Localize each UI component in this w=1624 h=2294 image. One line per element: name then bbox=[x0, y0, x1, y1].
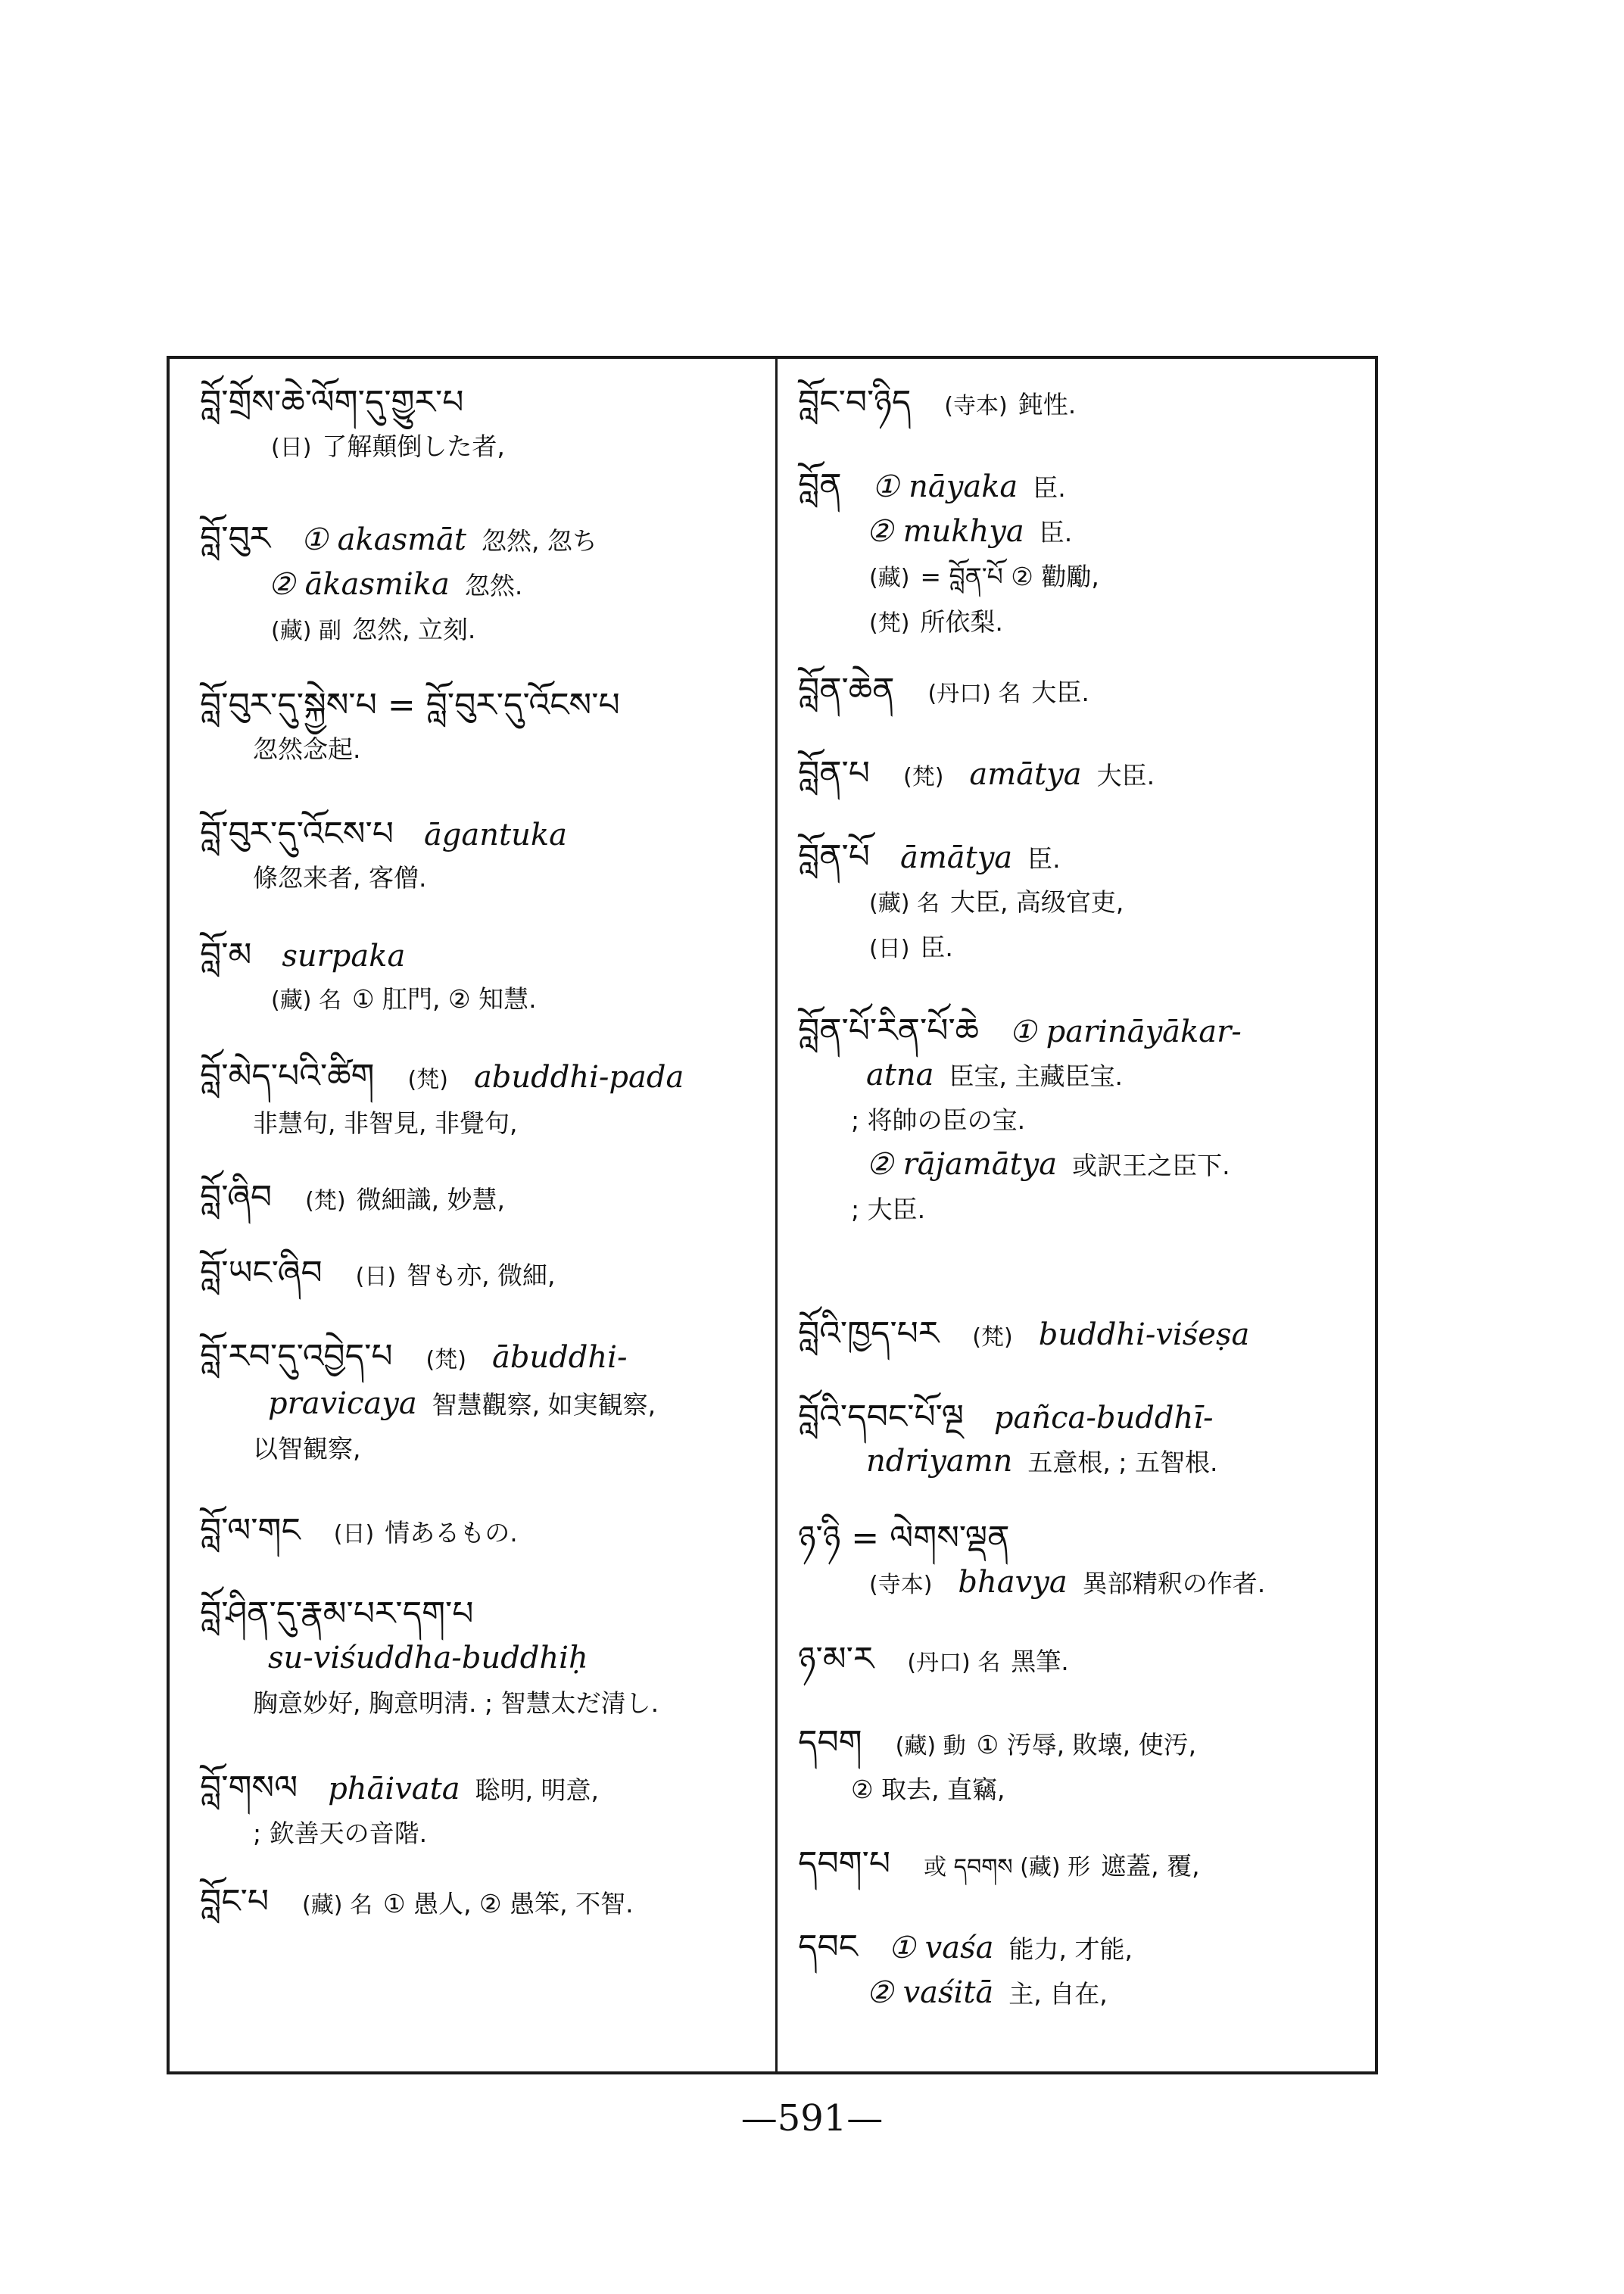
japanese-gloss: = བློན་པོ ② 勸勵, bbox=[920, 562, 1099, 591]
source-tag: (日) bbox=[333, 1521, 375, 1548]
japanese-gloss: ① 汚辱, 敗壊, 使汚, bbox=[976, 1730, 1197, 1759]
entry-headword-line bbox=[798, 1843, 1358, 1889]
tibetan-headword: ཉ་མ་ར bbox=[798, 1640, 874, 1678]
entry-headword-line bbox=[200, 684, 760, 728]
source-tag: (丹口) 名 bbox=[927, 681, 1021, 707]
source-tag: (丹口) 名 bbox=[907, 1650, 1001, 1676]
dictionary-entry bbox=[798, 1396, 1358, 1485]
dictionary-entry bbox=[798, 1926, 1358, 2016]
japanese-gloss: 臣. bbox=[1027, 844, 1061, 874]
japanese-gloss: 聡明, 明意, bbox=[475, 1775, 600, 1805]
entry-headword-line bbox=[200, 813, 760, 856]
entry-definition-line bbox=[200, 1382, 760, 1427]
entry-headword-line bbox=[798, 1010, 1358, 1053]
japanese-gloss: 主, 自在, bbox=[1008, 1979, 1108, 2009]
dictionary-entry bbox=[200, 1336, 760, 1471]
japanese-gloss: 了解顛倒した者, bbox=[322, 432, 505, 461]
tibetan-headword: བློ་མ bbox=[200, 936, 252, 974]
sanskrit-term: atna bbox=[866, 1058, 934, 1092]
sanskrit-term: su-viśuddha-buddhiḥ bbox=[268, 1641, 588, 1675]
entry-definition-line bbox=[200, 856, 760, 900]
tibetan-headword: བློང་པ bbox=[200, 1882, 270, 1921]
japanese-gloss: ① 肛門, ② 知慧. bbox=[351, 984, 537, 1014]
dictionary-entry bbox=[798, 1722, 1358, 1812]
entry-headword-line bbox=[200, 382, 760, 425]
japanese-gloss: 情あるもの. bbox=[385, 1518, 518, 1548]
sanskrit-term: ① vaśa bbox=[888, 1931, 994, 1965]
entry-headword-line bbox=[200, 934, 760, 977]
sanskrit-term: pravicaya bbox=[268, 1386, 417, 1421]
dictionary-entry bbox=[200, 1252, 760, 1298]
entry-definition-line bbox=[200, 1812, 760, 1856]
tibetan-headword: བློན bbox=[798, 466, 842, 505]
japanese-gloss: 大臣, 高级官吏, bbox=[949, 887, 1124, 917]
dictionary-entry bbox=[200, 1055, 760, 1145]
entry-headword-line bbox=[200, 1767, 760, 1812]
dictionary-entry bbox=[798, 1010, 1358, 1232]
entry-definition-line bbox=[798, 600, 1358, 646]
tibetan-headword: བློ་བུར་དུ་སྐྱེས་པ = བློ་བུར་དུ་འོངས་པ bbox=[200, 686, 620, 725]
source-tag: 或 དབགས (藏) 形 bbox=[924, 1854, 1091, 1881]
source-tag: (藏) 副 bbox=[271, 618, 341, 644]
sanskrit-term: ② vaśitā bbox=[866, 1975, 994, 2010]
column-divider bbox=[775, 359, 778, 2071]
entry-definition-line bbox=[798, 926, 1358, 971]
japanese-gloss: 大臣. bbox=[1031, 678, 1089, 707]
japanese-gloss: 條忽来者, 客僧. bbox=[253, 863, 427, 893]
entry-definition-line bbox=[200, 1682, 760, 1725]
japanese-gloss: 所依梨. bbox=[920, 607, 1003, 637]
entry-definition-line bbox=[798, 1768, 1358, 1812]
tibetan-headword: བློའི་དབང་པོ་ལྔ bbox=[798, 1398, 964, 1436]
entry-headword-line bbox=[798, 382, 1358, 428]
entry-definition-line bbox=[200, 1636, 760, 1682]
source-tag: (藏) 動 bbox=[895, 1733, 966, 1759]
dictionary-entry bbox=[798, 836, 1358, 971]
tibetan-headword: བློང་བ་ཉིད bbox=[798, 383, 912, 422]
tibetan-headword: བློན་པ bbox=[798, 754, 870, 793]
entry-definition-line bbox=[200, 1427, 760, 1471]
dictionary-entry bbox=[200, 1510, 760, 1556]
source-tag: (寺本) bbox=[944, 393, 1008, 419]
entry-definition-line bbox=[798, 881, 1358, 926]
dictionary-entry bbox=[798, 753, 1358, 799]
tibetan-headword: བློ་གྲོས་ཆེ་ལོག་དུ་གྱུར་པ bbox=[200, 383, 464, 422]
tibetan-headword: དབག་པ bbox=[798, 1844, 891, 1883]
dictionary-entry bbox=[798, 669, 1358, 715]
entry-definition-line bbox=[798, 1560, 1358, 1607]
japanese-gloss: ② 取去, 直竊, bbox=[851, 1775, 1005, 1804]
dictionary-entry bbox=[200, 684, 760, 771]
dictionary-entry bbox=[798, 1313, 1358, 1359]
entry-headword-line bbox=[200, 1510, 760, 1556]
sanskrit-term: ndriyamn bbox=[866, 1444, 1013, 1479]
sanskrit-term: ① parināyākar- bbox=[1009, 1015, 1242, 1049]
tibetan-headword: ཉ་ཉི = ལེགས་ལྡན bbox=[798, 1519, 1010, 1557]
sanskrit-term: buddhi-viśeṣa bbox=[1038, 1317, 1250, 1352]
japanese-gloss: 臣. bbox=[920, 933, 953, 962]
japanese-gloss: 臣宝, 主藏臣宝. bbox=[949, 1061, 1124, 1091]
entry-headword-line bbox=[798, 1517, 1358, 1560]
source-tag: (日) bbox=[271, 435, 312, 461]
entry-headword-line bbox=[200, 1055, 760, 1102]
japanese-gloss: 忽然. bbox=[464, 571, 523, 600]
entry-headword-line bbox=[200, 1881, 760, 1927]
sanskrit-term: ābuddhi- bbox=[491, 1340, 628, 1375]
entry-definition-line bbox=[200, 1102, 760, 1145]
japanese-gloss: 異部精釈の作者. bbox=[1082, 1569, 1266, 1598]
entry-headword-line bbox=[798, 836, 1358, 881]
japanese-gloss: 黑筆. bbox=[1011, 1647, 1069, 1676]
japanese-gloss: 臣. bbox=[1039, 518, 1073, 547]
japanese-gloss: ① 愚人, ② 愚笨, 不智. bbox=[383, 1889, 634, 1918]
dictionary-entry bbox=[200, 813, 760, 900]
dictionary-entry bbox=[200, 518, 760, 653]
sanskrit-term: āmātya bbox=[900, 840, 1013, 875]
source-tag: (寺本) bbox=[869, 1572, 933, 1598]
entry-definition-line bbox=[798, 1053, 1358, 1099]
entry-definition-line bbox=[798, 555, 1358, 600]
tibetan-headword: བློན་ཆེན bbox=[798, 671, 895, 709]
entry-headword-line bbox=[200, 1177, 760, 1223]
dictionary-entry bbox=[200, 1593, 760, 1725]
japanese-gloss: ; 大臣. bbox=[851, 1195, 926, 1224]
entry-headword-line bbox=[798, 1313, 1358, 1359]
japanese-gloss: 智も亦, 微細, bbox=[407, 1261, 556, 1290]
dictionary-entry bbox=[798, 1638, 1358, 1685]
japanese-gloss: 智慧觀察, 如実観察, bbox=[432, 1390, 656, 1420]
dictionary-entry bbox=[798, 465, 1358, 646]
source-tag: (梵) bbox=[869, 610, 910, 637]
tibetan-headword: བློན་པོ bbox=[798, 837, 870, 876]
entry-headword-line bbox=[200, 518, 760, 563]
source-tag: (梵) bbox=[903, 764, 944, 790]
sanskrit-term: amātya bbox=[969, 757, 1082, 792]
source-tag: (藏) 名 bbox=[302, 1892, 372, 1918]
japanese-gloss: 微細識, 妙慧, bbox=[356, 1185, 506, 1214]
entry-definition-line bbox=[798, 510, 1358, 555]
entry-definition-line bbox=[200, 425, 760, 470]
source-tag: (梵) bbox=[425, 1347, 466, 1373]
source-tag: (藏) 名 bbox=[869, 890, 940, 917]
dictionary-frame bbox=[167, 356, 1378, 2074]
dictionary-entry bbox=[200, 934, 760, 1023]
tibetan-headword: བློན་པོ་རིན་པོ་ཆེ bbox=[798, 1011, 980, 1050]
entry-definition-line bbox=[200, 563, 760, 608]
tibetan-headword: བློའི་ཁྱད་པར bbox=[798, 1314, 940, 1353]
sanskrit-term: abuddhi-pada bbox=[473, 1060, 684, 1095]
japanese-gloss: 以智観察, bbox=[253, 1434, 361, 1463]
dictionary-entry bbox=[200, 1881, 760, 1927]
entry-headword-line bbox=[798, 1396, 1358, 1439]
entry-headword-line bbox=[798, 1722, 1358, 1768]
tibetan-headword: བློ་ལ་གང bbox=[200, 1511, 301, 1550]
dictionary-entry bbox=[798, 1517, 1358, 1607]
entry-headword-line bbox=[798, 669, 1358, 715]
tibetan-headword: བློ་རབ་དུ་འབྱེད་པ bbox=[200, 1337, 393, 1376]
entry-definition-line bbox=[200, 608, 760, 653]
entry-headword-line bbox=[200, 1593, 760, 1636]
japanese-gloss: 忽然, 立刻. bbox=[351, 615, 476, 644]
japanese-gloss: 胸意妙好, 胸意明淸. ; 智慧太だ清し. bbox=[253, 1688, 659, 1718]
entry-headword-line bbox=[798, 465, 1358, 510]
entry-definition-line bbox=[798, 1971, 1358, 2016]
tibetan-headword: བློ་བུར bbox=[200, 519, 271, 558]
japanese-gloss: 五意根, ; 五智根. bbox=[1027, 1448, 1218, 1477]
sanskrit-term: pañca-buddhī- bbox=[993, 1401, 1214, 1435]
source-tag: (梵) bbox=[407, 1067, 448, 1093]
source-tag: (日) bbox=[869, 936, 910, 962]
tibetan-headword: བློ་ཡང་ཞིབ bbox=[200, 1254, 323, 1292]
japanese-gloss: 臣. bbox=[1033, 473, 1066, 503]
sanskrit-term: āgantuka bbox=[423, 818, 567, 852]
entry-headword-line bbox=[798, 1638, 1358, 1685]
tibetan-headword: བློ་གསལ bbox=[200, 1769, 298, 1807]
sanskrit-term: ② ākasmika bbox=[268, 567, 450, 602]
dictionary-entry bbox=[200, 1177, 760, 1223]
source-tag: (藏) 名 bbox=[271, 987, 341, 1014]
entry-headword-line bbox=[200, 1336, 760, 1382]
entry-headword-line bbox=[200, 1252, 760, 1298]
sanskrit-term: ② mukhya bbox=[866, 514, 1024, 549]
sanskrit-term: surpaka bbox=[282, 939, 406, 974]
sanskrit-term: ① nāyaka bbox=[871, 469, 1018, 504]
japanese-gloss: 忽然念起. bbox=[253, 734, 361, 764]
tibetan-headword: དབང bbox=[798, 1928, 859, 1966]
sanskrit-term: ② rājamātya bbox=[866, 1147, 1058, 1182]
source-tag: (藏) bbox=[869, 565, 910, 591]
page-number: —591— bbox=[740, 2097, 884, 2140]
japanese-gloss: 忽然, 忽ち bbox=[481, 526, 597, 556]
japanese-gloss: 非慧句, 非智見, 非覺句, bbox=[253, 1108, 518, 1138]
tibetan-headword: བློ་ཞིབ bbox=[200, 1178, 273, 1217]
source-tag: (梵) bbox=[972, 1324, 1013, 1351]
sanskrit-term: phāivata bbox=[328, 1772, 460, 1806]
dictionary-entry bbox=[798, 382, 1358, 428]
japanese-gloss: ; 将帥の臣の宝. bbox=[851, 1105, 1026, 1135]
entry-headword-line bbox=[798, 1926, 1358, 1971]
entry-definition-line bbox=[200, 728, 760, 771]
japanese-gloss: 遮蓋, 覆, bbox=[1101, 1851, 1200, 1881]
tibetan-headword: བློ་བུར་དུ་འོངས་པ bbox=[200, 815, 394, 853]
japanese-gloss: 或訳王之臣下. bbox=[1072, 1151, 1230, 1180]
entry-definition-line bbox=[798, 1188, 1358, 1232]
japanese-gloss: 大臣. bbox=[1096, 761, 1155, 790]
entry-definition-line bbox=[798, 1439, 1358, 1485]
tibetan-headword: དབག bbox=[798, 1723, 862, 1762]
source-tag: (梵) bbox=[305, 1188, 346, 1214]
sanskrit-term: ① akasmāt bbox=[301, 522, 466, 557]
tibetan-headword: བློ་མེད་པའི་ཚིག bbox=[200, 1057, 375, 1096]
sanskrit-term: bhavya bbox=[958, 1565, 1068, 1600]
dictionary-entry bbox=[200, 382, 760, 470]
entry-definition-line bbox=[798, 1142, 1358, 1188]
entry-headword-line bbox=[798, 753, 1358, 799]
dictionary-entry bbox=[798, 1843, 1358, 1889]
source-tag: (日) bbox=[355, 1264, 397, 1290]
tibetan-headword: བློ་ཤིན་དུ་རྣམ་པར་དག་པ bbox=[200, 1594, 474, 1633]
japanese-gloss: 鈍性. bbox=[1018, 390, 1077, 419]
japanese-gloss: ; 欽善天の音階. bbox=[253, 1819, 428, 1848]
entry-definition-line bbox=[200, 977, 760, 1023]
japanese-gloss: 能力, 才能, bbox=[1008, 1934, 1133, 1964]
dictionary-entry bbox=[200, 1767, 760, 1856]
entry-definition-line bbox=[798, 1099, 1358, 1142]
